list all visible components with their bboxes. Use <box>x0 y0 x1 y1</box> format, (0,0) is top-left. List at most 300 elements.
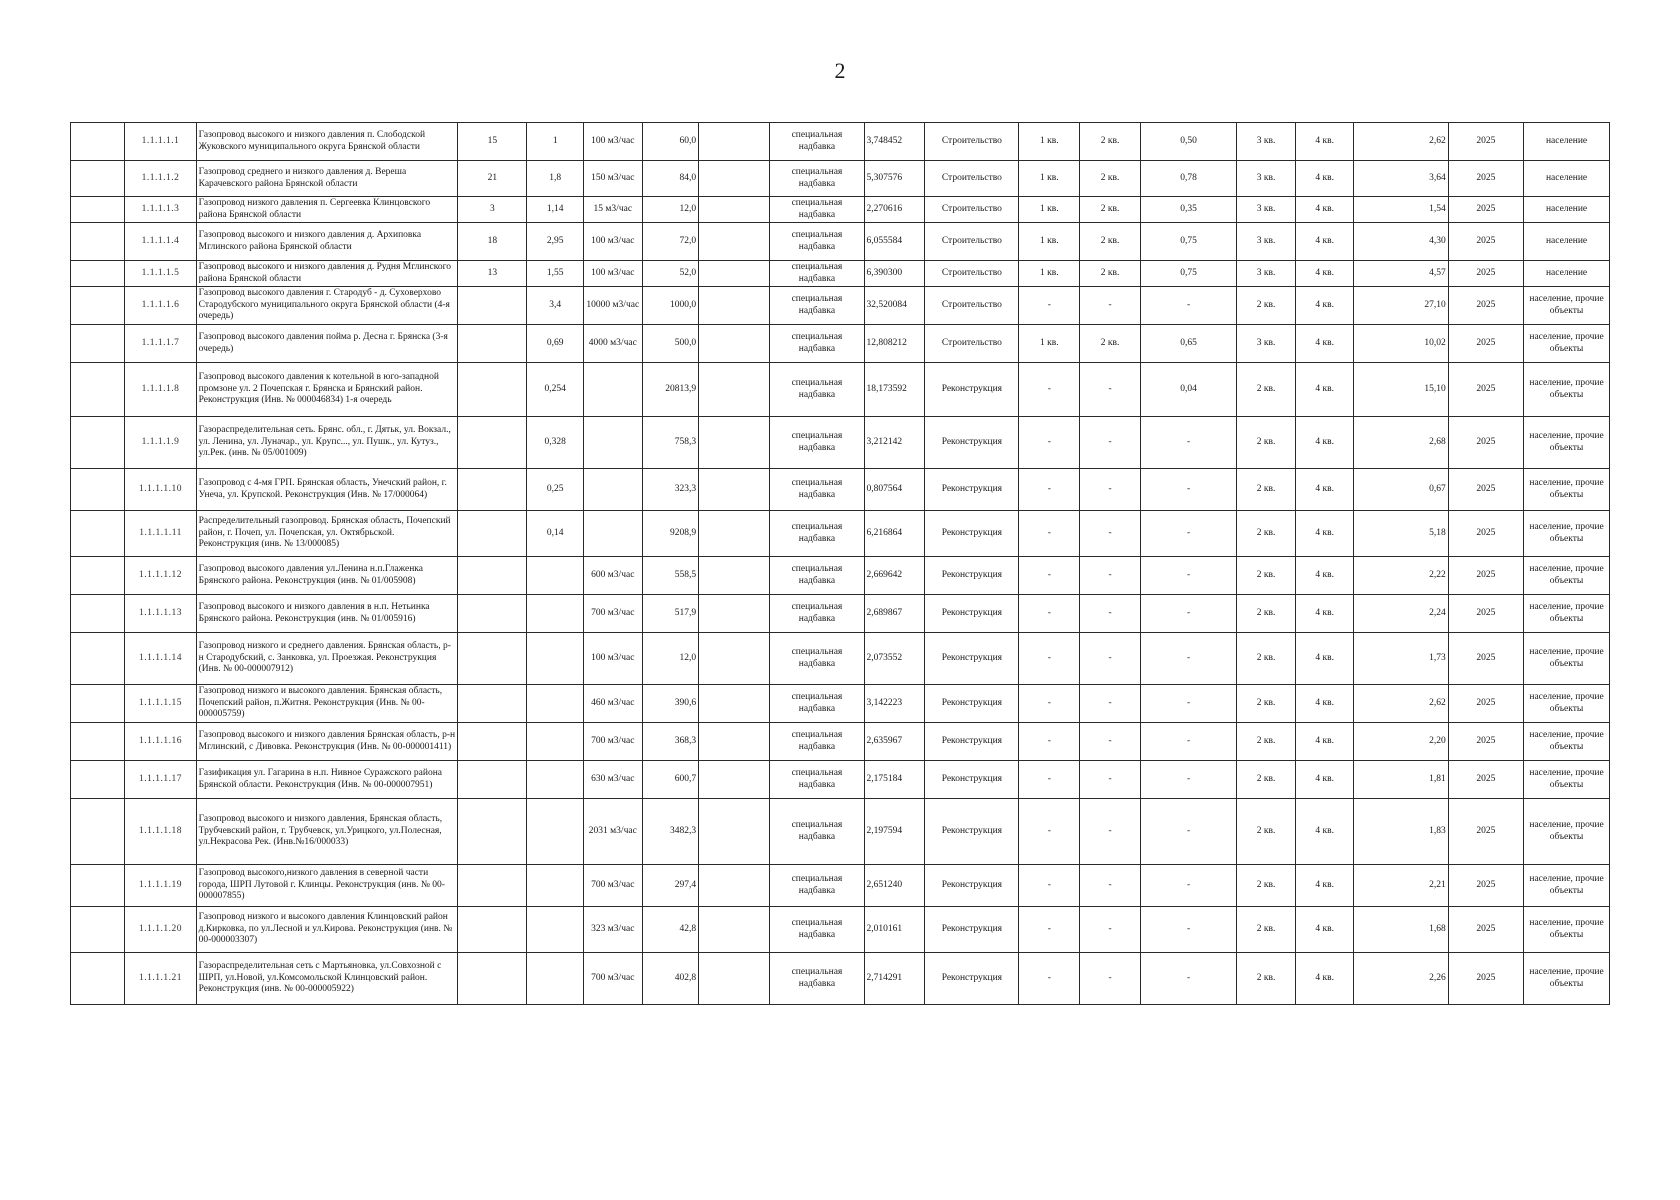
end-build: 4 кв. <box>1295 595 1354 633</box>
table-row <box>71 723 1610 761</box>
length-value: 3 <box>458 197 527 223</box>
consumers: население, прочие объекты <box>1524 557 1610 595</box>
blank-cell <box>71 761 125 799</box>
length-value <box>458 907 527 953</box>
length-value <box>458 953 527 1005</box>
length-km: 1,55 <box>527 261 584 287</box>
end-build: 4 кв. <box>1295 261 1354 287</box>
value: 42,8 <box>642 907 699 953</box>
object-name: Газификация ул. Гагарина в н.п. Нивное Суражского района Брянской области. Реконструкция (Инв. № 00-000007951) <box>196 761 458 799</box>
length-km <box>527 865 584 907</box>
consumers: население, прочие объекты <box>1524 595 1610 633</box>
commission-year: 2025 <box>1448 633 1523 685</box>
build-cost: 4,30 <box>1354 223 1448 261</box>
consumers: население, прочие объекты <box>1524 799 1610 865</box>
funding-source: специальная надбавка <box>770 417 864 469</box>
consumers: население, прочие объекты <box>1524 633 1610 685</box>
capacity: 100 м3/час <box>583 123 642 161</box>
length-value <box>458 865 527 907</box>
design-cost: - <box>1140 417 1236 469</box>
work-type: Реконструкция <box>925 557 1019 595</box>
capacity <box>583 511 642 557</box>
program-table <box>70 122 1610 1005</box>
work-type: Реконструкция <box>925 363 1019 417</box>
consumers: население, прочие объекты <box>1524 511 1610 557</box>
row-number: 1.1.1.1.7 <box>125 325 196 363</box>
consumers: население <box>1524 223 1610 261</box>
amount: 2,010161 <box>864 907 925 953</box>
design-cost: - <box>1140 723 1236 761</box>
capacity: 15 м3/час <box>583 197 642 223</box>
table-row <box>71 223 1610 261</box>
end-design: - <box>1080 557 1141 595</box>
object-name: Газопровод высокого и низкого давления д. Архиповка Мглинского района Брянской области <box>196 223 458 261</box>
funding-source: специальная надбавка <box>770 799 864 865</box>
start-design: 1 кв. <box>1019 161 1080 197</box>
start-design: - <box>1019 953 1080 1005</box>
work-type: Реконструкция <box>925 417 1019 469</box>
blank-cell <box>699 907 770 953</box>
start-design: - <box>1019 511 1080 557</box>
funding-source: специальная надбавка <box>770 953 864 1005</box>
consumers: население, прочие объекты <box>1524 287 1610 325</box>
length-value <box>458 469 527 511</box>
start-design: - <box>1019 685 1080 723</box>
start-build: 2 кв. <box>1237 511 1296 557</box>
capacity: 700 м3/час <box>583 865 642 907</box>
amount: 12,808212 <box>864 325 925 363</box>
blank-cell <box>699 325 770 363</box>
end-build: 4 кв. <box>1295 953 1354 1005</box>
design-cost: - <box>1140 469 1236 511</box>
row-number: 1.1.1.1.19 <box>125 865 196 907</box>
row-number: 1.1.1.1.8 <box>125 363 196 417</box>
work-type: Реконструкция <box>925 953 1019 1005</box>
build-cost: 5,18 <box>1354 511 1448 557</box>
start-build: 2 кв. <box>1237 685 1296 723</box>
capacity <box>583 363 642 417</box>
funding-source: специальная надбавка <box>770 907 864 953</box>
build-cost: 1,54 <box>1354 197 1448 223</box>
object-name: Распределительный газопровод. Брянская область, Почепский район, г. Почеп, ул. Почепская, ул. Октябрьской. Реконструкция (инв. № 13/000085) <box>196 511 458 557</box>
work-type: Строительство <box>925 123 1019 161</box>
capacity: 2031 м3/час <box>583 799 642 865</box>
blank-cell <box>699 161 770 197</box>
end-design: 2 кв. <box>1080 197 1141 223</box>
work-type: Реконструкция <box>925 511 1019 557</box>
length-km <box>527 633 584 685</box>
start-design: - <box>1019 363 1080 417</box>
design-cost: 0,75 <box>1140 261 1236 287</box>
end-design: 2 кв. <box>1080 161 1141 197</box>
length-km <box>527 761 584 799</box>
object-name: Газопровод среднего и низкого давления д. Вереша Карачевского района Брянской области <box>196 161 458 197</box>
start-design: 1 кв. <box>1019 123 1080 161</box>
build-cost: 2,21 <box>1354 865 1448 907</box>
blank-cell <box>699 865 770 907</box>
start-design: - <box>1019 287 1080 325</box>
start-build: 2 кв. <box>1237 953 1296 1005</box>
table-row <box>71 363 1610 417</box>
blank-cell <box>71 123 125 161</box>
row-number: 1.1.1.1.10 <box>125 469 196 511</box>
funding-source: специальная надбавка <box>770 197 864 223</box>
commission-year: 2025 <box>1448 161 1523 197</box>
start-design: - <box>1019 761 1080 799</box>
start-build: 3 кв. <box>1237 261 1296 287</box>
end-build: 4 кв. <box>1295 557 1354 595</box>
work-type: Реконструкция <box>925 761 1019 799</box>
blank-cell <box>71 557 125 595</box>
blank-cell <box>71 161 125 197</box>
row-number: 1.1.1.1.15 <box>125 685 196 723</box>
start-build: 3 кв. <box>1237 223 1296 261</box>
commission-year: 2025 <box>1448 417 1523 469</box>
length-value <box>458 287 527 325</box>
blank-cell <box>699 595 770 633</box>
blank-cell <box>699 197 770 223</box>
capacity: 460 м3/час <box>583 685 642 723</box>
blank-cell <box>71 261 125 287</box>
amount: 32,520084 <box>864 287 925 325</box>
end-build: 4 кв. <box>1295 907 1354 953</box>
amount: 6,055584 <box>864 223 925 261</box>
blank-cell <box>699 261 770 287</box>
blank-cell <box>71 953 125 1005</box>
consumers: население <box>1524 261 1610 287</box>
object-name: Газопровод высокого и низкого давления, Брянская область, Трубчевский район, г. Трубчевск, ул.Урицкого, ул.Полесная, ул.Некрасова Рек. (Инв.№16/000033) <box>196 799 458 865</box>
object-name: Газопровод высокого и низкого давления д. Рудня Мглинского района Брянской области <box>196 261 458 287</box>
work-type: Реконструкция <box>925 799 1019 865</box>
build-cost: 2,62 <box>1354 123 1448 161</box>
start-build: 2 кв. <box>1237 363 1296 417</box>
length-value: 18 <box>458 223 527 261</box>
blank-cell <box>699 287 770 325</box>
blank-cell <box>699 633 770 685</box>
end-design: - <box>1080 907 1141 953</box>
value: 600,7 <box>642 761 699 799</box>
funding-source: специальная надбавка <box>770 633 864 685</box>
start-design: - <box>1019 865 1080 907</box>
length-value: 21 <box>458 161 527 197</box>
funding-source: специальная надбавка <box>770 363 864 417</box>
work-type: Реконструкция <box>925 723 1019 761</box>
table-row <box>71 261 1610 287</box>
funding-source: специальная надбавка <box>770 865 864 907</box>
object-name: Газопровод с 4-мя ГРП. Брянская область, Унечский район, г. Унеча, ул. Крупской. Реконструкция (Инв. № 17/000064) <box>196 469 458 511</box>
consumers: население <box>1524 161 1610 197</box>
end-design: - <box>1080 799 1141 865</box>
length-km <box>527 595 584 633</box>
commission-year: 2025 <box>1448 723 1523 761</box>
length-km: 0,14 <box>527 511 584 557</box>
funding-source: специальная надбавка <box>770 723 864 761</box>
blank-cell <box>71 865 125 907</box>
amount: 3,142223 <box>864 685 925 723</box>
design-cost: 0,50 <box>1140 123 1236 161</box>
blank-cell <box>699 223 770 261</box>
build-cost: 1,68 <box>1354 907 1448 953</box>
value: 390,6 <box>642 685 699 723</box>
end-build: 4 кв. <box>1295 417 1354 469</box>
start-design: 1 кв. <box>1019 261 1080 287</box>
commission-year: 2025 <box>1448 595 1523 633</box>
blank-cell <box>71 469 125 511</box>
end-design: - <box>1080 363 1141 417</box>
length-km <box>527 953 584 1005</box>
blank-cell <box>699 511 770 557</box>
blank-cell <box>699 417 770 469</box>
start-design: - <box>1019 557 1080 595</box>
blank-cell <box>71 417 125 469</box>
consumers: население, прочие объекты <box>1524 865 1610 907</box>
end-build: 4 кв. <box>1295 161 1354 197</box>
end-design: - <box>1080 723 1141 761</box>
object-name: Газопровод высокого и низкого давления в н.п. Нетьинка Брянского района. Реконструкция (инв. № 01/005916) <box>196 595 458 633</box>
object-name: Газопровод высокого,низкого давления в северной части города, ШРП Лутовой г. Клинцы. Реконструкция (инв. № 00-000007855) <box>196 865 458 907</box>
length-km: 0,254 <box>527 363 584 417</box>
consumers: население, прочие объекты <box>1524 953 1610 1005</box>
value: 323,3 <box>642 469 699 511</box>
build-cost: 2,26 <box>1354 953 1448 1005</box>
length-value <box>458 761 527 799</box>
table-row <box>71 123 1610 161</box>
commission-year: 2025 <box>1448 557 1523 595</box>
length-value <box>458 633 527 685</box>
table-row <box>71 633 1610 685</box>
amount: 2,073552 <box>864 633 925 685</box>
table-row <box>71 197 1610 223</box>
commission-year: 2025 <box>1448 685 1523 723</box>
commission-year: 2025 <box>1448 325 1523 363</box>
commission-year: 2025 <box>1448 261 1523 287</box>
start-build: 2 кв. <box>1237 799 1296 865</box>
length-km: 1,8 <box>527 161 584 197</box>
blank-cell <box>71 799 125 865</box>
length-km <box>527 907 584 953</box>
end-design: 2 кв. <box>1080 261 1141 287</box>
capacity: 630 м3/час <box>583 761 642 799</box>
object-name: Газопровод высокого и низкого давления Брянская область, р-н Мглинский, с Дивовка. Реконструкция (Инв. № 00-000001411) <box>196 723 458 761</box>
funding-source: специальная надбавка <box>770 325 864 363</box>
blank-cell <box>699 685 770 723</box>
build-cost: 1,83 <box>1354 799 1448 865</box>
work-type: Строительство <box>925 161 1019 197</box>
length-km <box>527 799 584 865</box>
start-design: - <box>1019 469 1080 511</box>
commission-year: 2025 <box>1448 511 1523 557</box>
blank-cell <box>699 123 770 161</box>
amount: 2,669642 <box>864 557 925 595</box>
consumers: население, прочие объекты <box>1524 761 1610 799</box>
consumers: население, прочие объекты <box>1524 469 1610 511</box>
consumers: население, прочие объекты <box>1524 417 1610 469</box>
table-row <box>71 761 1610 799</box>
value: 60,0 <box>642 123 699 161</box>
start-build: 2 кв. <box>1237 469 1296 511</box>
end-design: - <box>1080 685 1141 723</box>
row-number: 1.1.1.1.4 <box>125 223 196 261</box>
length-km: 0,69 <box>527 325 584 363</box>
length-km: 0,328 <box>527 417 584 469</box>
funding-source: специальная надбавка <box>770 469 864 511</box>
design-cost: 0,75 <box>1140 223 1236 261</box>
amount: 6,390300 <box>864 261 925 287</box>
work-type: Строительство <box>925 287 1019 325</box>
build-cost: 27,10 <box>1354 287 1448 325</box>
end-build: 4 кв. <box>1295 865 1354 907</box>
start-design: - <box>1019 417 1080 469</box>
end-design: - <box>1080 761 1141 799</box>
value: 758,3 <box>642 417 699 469</box>
row-number: 1.1.1.1.12 <box>125 557 196 595</box>
end-design: - <box>1080 417 1141 469</box>
design-cost: 0,35 <box>1140 197 1236 223</box>
row-number: 1.1.1.1.5 <box>125 261 196 287</box>
blank-cell <box>71 907 125 953</box>
end-design: 2 кв. <box>1080 123 1141 161</box>
funding-source: специальная надбавка <box>770 557 864 595</box>
start-build: 3 кв. <box>1237 161 1296 197</box>
start-build: 3 кв. <box>1237 197 1296 223</box>
start-design: 1 кв. <box>1019 325 1080 363</box>
length-value <box>458 511 527 557</box>
length-km <box>527 557 584 595</box>
table-row <box>71 865 1610 907</box>
funding-source: специальная надбавка <box>770 595 864 633</box>
amount: 2,689867 <box>864 595 925 633</box>
start-design: 1 кв. <box>1019 197 1080 223</box>
end-build: 4 кв. <box>1295 123 1354 161</box>
start-build: 2 кв. <box>1237 287 1296 325</box>
length-value <box>458 557 527 595</box>
end-build: 4 кв. <box>1295 363 1354 417</box>
length-km: 1 <box>527 123 584 161</box>
end-design: - <box>1080 633 1141 685</box>
object-name: Газопровод низкого и высокого давления. Брянская область, Почепский район, п.Житня. Реконструкция (Инв. № 00-000005759) <box>196 685 458 723</box>
length-value <box>458 595 527 633</box>
end-build: 4 кв. <box>1295 469 1354 511</box>
value: 84,0 <box>642 161 699 197</box>
end-design: 2 кв. <box>1080 223 1141 261</box>
table-row <box>71 685 1610 723</box>
start-build: 2 кв. <box>1237 761 1296 799</box>
row-number: 1.1.1.1.11 <box>125 511 196 557</box>
blank-cell <box>71 723 125 761</box>
blank-cell <box>71 633 125 685</box>
design-cost: - <box>1140 557 1236 595</box>
table-row <box>71 325 1610 363</box>
amount: 2,714291 <box>864 953 925 1005</box>
table-row <box>71 557 1610 595</box>
work-type: Реконструкция <box>925 865 1019 907</box>
capacity: 700 м3/час <box>583 723 642 761</box>
capacity: 600 м3/час <box>583 557 642 595</box>
start-build: 2 кв. <box>1237 417 1296 469</box>
table-row <box>71 511 1610 557</box>
consumers: население, прочие объекты <box>1524 907 1610 953</box>
value: 12,0 <box>642 633 699 685</box>
work-type: Реконструкция <box>925 633 1019 685</box>
build-cost: 4,57 <box>1354 261 1448 287</box>
value: 500,0 <box>642 325 699 363</box>
start-build: 3 кв. <box>1237 325 1296 363</box>
design-cost: - <box>1140 511 1236 557</box>
blank-cell <box>699 953 770 1005</box>
blank-cell <box>71 511 125 557</box>
value: 9208,9 <box>642 511 699 557</box>
start-design: - <box>1019 633 1080 685</box>
design-cost: - <box>1140 865 1236 907</box>
capacity: 150 м3/час <box>583 161 642 197</box>
value: 12,0 <box>642 197 699 223</box>
build-cost: 2,62 <box>1354 685 1448 723</box>
row-number: 1.1.1.1.2 <box>125 161 196 197</box>
consumers: население, прочие объекты <box>1524 685 1610 723</box>
amount: 3,212142 <box>864 417 925 469</box>
table-row <box>71 469 1610 511</box>
length-value <box>458 363 527 417</box>
funding-source: специальная надбавка <box>770 761 864 799</box>
work-type: Строительство <box>925 197 1019 223</box>
end-build: 4 кв. <box>1295 723 1354 761</box>
design-cost: 0,65 <box>1140 325 1236 363</box>
capacity: 100 м3/час <box>583 633 642 685</box>
start-build: 2 кв. <box>1237 723 1296 761</box>
build-cost: 1,73 <box>1354 633 1448 685</box>
page-number: 2 <box>834 58 846 83</box>
table-row <box>71 595 1610 633</box>
funding-source: специальная надбавка <box>770 261 864 287</box>
blank-cell <box>699 363 770 417</box>
blank-cell <box>699 723 770 761</box>
work-type: Строительство <box>925 261 1019 287</box>
value: 20813,9 <box>642 363 699 417</box>
length-km: 2,95 <box>527 223 584 261</box>
start-build: 2 кв. <box>1237 595 1296 633</box>
consumers: население <box>1524 123 1610 161</box>
length-value <box>458 723 527 761</box>
capacity: 100 м3/час <box>583 223 642 261</box>
blank-cell <box>71 325 125 363</box>
row-number: 1.1.1.1.17 <box>125 761 196 799</box>
commission-year: 2025 <box>1448 223 1523 261</box>
value: 558,5 <box>642 557 699 595</box>
length-value: 15 <box>458 123 527 161</box>
build-cost: 1,81 <box>1354 761 1448 799</box>
object-name: Газопровод высокого давления г. Стародуб - д. Суховерхово Стародубского муниципального округа Брянской области (4-я очередь) <box>196 287 458 325</box>
consumers: население, прочие объекты <box>1524 723 1610 761</box>
end-design: - <box>1080 287 1141 325</box>
funding-source: специальная надбавка <box>770 123 864 161</box>
length-value: 13 <box>458 261 527 287</box>
capacity: 323 м3/час <box>583 907 642 953</box>
start-design: - <box>1019 907 1080 953</box>
value: 368,3 <box>642 723 699 761</box>
consumers: население, прочие объекты <box>1524 325 1610 363</box>
design-cost: - <box>1140 633 1236 685</box>
blank-cell <box>71 197 125 223</box>
row-number: 1.1.1.1.1 <box>125 123 196 161</box>
end-build: 4 кв. <box>1295 799 1354 865</box>
value: 517,9 <box>642 595 699 633</box>
table-row <box>71 161 1610 197</box>
amount: 2,651240 <box>864 865 925 907</box>
row-number: 1.1.1.1.13 <box>125 595 196 633</box>
amount: 2,197594 <box>864 799 925 865</box>
build-cost: 2,24 <box>1354 595 1448 633</box>
length-km <box>527 685 584 723</box>
